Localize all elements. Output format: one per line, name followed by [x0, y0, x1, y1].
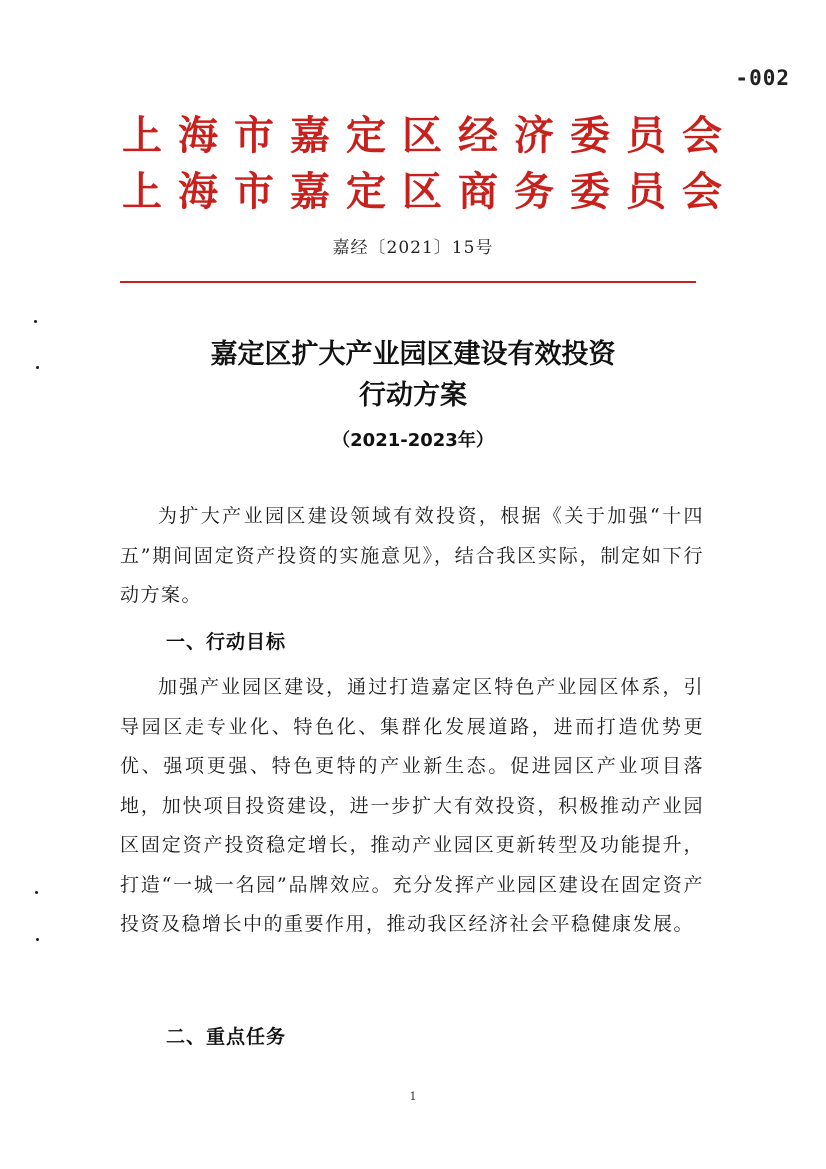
intro-paragraph: 为扩大产业园区建设领域有效投资，根据《关于加强“十四五”期间固定资产投资的实施意见》，结合我区实际，制定如下行动方案。	[120, 505, 704, 606]
scan-mark	[36, 366, 39, 369]
document-number: 嘉经〔2021〕15号	[332, 238, 494, 258]
document-subtitle: （2021-2023年）	[332, 430, 494, 451]
section-heading-goals: 一、行动目标	[166, 631, 287, 653]
page-code: -002	[735, 66, 790, 90]
issuer-commerce-committee: 上海市嘉定区商务委员会	[122, 168, 738, 215]
scan-mark	[35, 891, 38, 894]
document-title-line-2: 行动方案	[359, 380, 467, 411]
red-divider-line	[120, 281, 696, 283]
scan-mark	[34, 320, 37, 323]
page-number: 1	[409, 1090, 417, 1103]
issuer-economic-committee: 上海市嘉定区经济委员会	[122, 112, 738, 159]
document-title-line-1: 嘉定区扩大产业园区建设有效投资	[210, 339, 616, 370]
section-heading-key-tasks: 二、重点任务	[166, 1026, 287, 1048]
scan-mark	[36, 938, 39, 941]
goals-paragraph: 加强产业园区建设，通过打造嘉定区特色产业园区体系，引导园区走专业化、特色化、集群化发展道路，进而打造优势更优、强项更强、特色更特的产业新生态。促进园区产业项目落地，加快项目投资建设，进一步扩大有效投资，积极推动产业园区固定资产投资稳定增长，推动产业园区更新转型及功能提升，打造“一城一名园”品牌效应。充分发挥产业园区建设在固定资产投资及稳增长中的重要作用，推动我区经济社会平稳健康发展。	[120, 676, 704, 935]
